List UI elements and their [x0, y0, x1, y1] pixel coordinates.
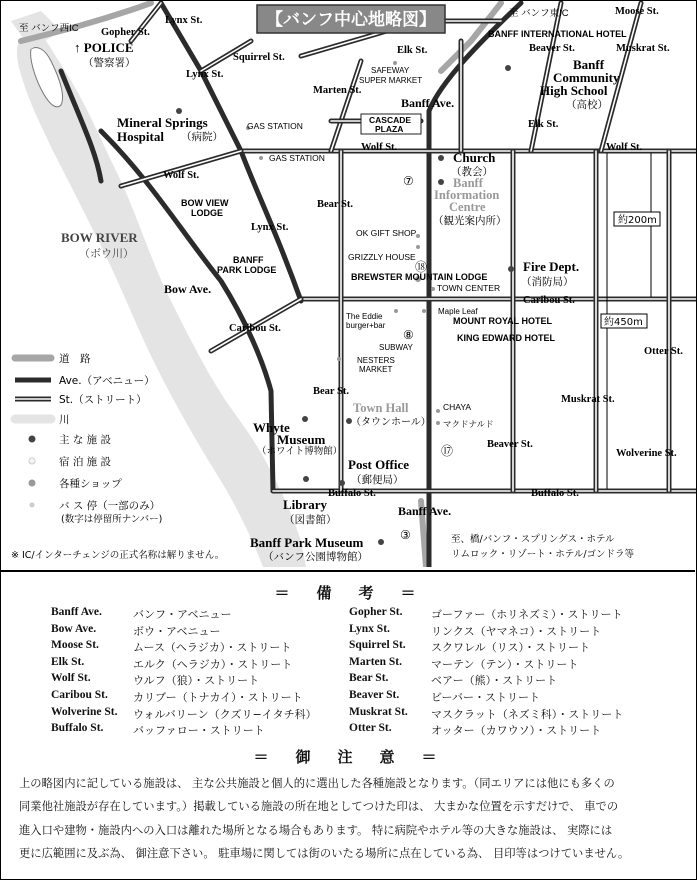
notes-title: ＝ 備 考 ＝ [274, 584, 422, 602]
glossary-meaning: カリブー（トナカイ）・ストリート [133, 690, 303, 704]
parkmuseum-label: Banff Park Museum [250, 535, 364, 550]
caution-line: 同業他社施設が存在しています。）掲載している施設の所在地としてつけた印は、 大まかな位置を示すだけで、 車での [19, 800, 619, 814]
school-2: Community [553, 70, 620, 85]
school-jp: （高校） [566, 99, 608, 111]
glossary-row [349, 606, 623, 623]
safeway-2: SUPER MARKET [359, 76, 423, 85]
whyte-jp: （ホワイト博物館） [257, 446, 343, 457]
label-caribou-left: Caribou St. [229, 323, 281, 334]
label-beaver-low: Beaver St. [487, 439, 533, 450]
parklodge-1: BANFF [233, 255, 264, 265]
label-elk-top: Elk St. [397, 45, 428, 56]
glossary-term: Squirrel St. [349, 639, 406, 652]
post-jp: （郵便局） [351, 474, 404, 486]
label-wolf-right: Wolf St. [606, 142, 643, 153]
bus-stop-7: ⑦ [403, 174, 414, 188]
legend-ave: Ave.（アベニュー） [59, 375, 155, 387]
school-3: High School [540, 83, 608, 98]
mcd: マクドナルド [443, 420, 494, 430]
mapleleaf: Maple Leaf [438, 307, 478, 316]
eddie-2: burger+bar [346, 321, 386, 330]
glossary-term: Gopher St. [349, 606, 403, 618]
glossary-left [51, 606, 317, 739]
legend-river: 川 [59, 414, 70, 426]
glossary-term: Marten St. [349, 655, 403, 668]
townhall-jp: （タウンホール） [351, 417, 431, 428]
glossary-row [51, 722, 317, 739]
gas-station-1: GAS STATION [247, 121, 303, 131]
legend-shops: 各種ショップ [59, 478, 122, 490]
info-2: Information [434, 188, 500, 202]
church-jp: （教会） [451, 166, 493, 178]
legend-st: St.（ストリート） [59, 394, 147, 406]
caution-title: ＝ 御 注 意 ＝ [253, 748, 443, 766]
glossary-term: Otter St. [349, 722, 392, 735]
glossary-row [349, 722, 623, 739]
label-lynx-mid: Lynx St. [186, 69, 224, 80]
nesters-1: NESTERS [357, 356, 395, 365]
chaya: CHAYA [443, 402, 472, 412]
school-1: Banff [573, 57, 605, 72]
police-jp: （警察署） [83, 57, 136, 69]
glossary-row [349, 656, 623, 673]
glossary-row [349, 706, 623, 723]
parkmuseum-jp: （バンフ公園博物館） [263, 551, 368, 563]
bus-stop-3: ③ [400, 528, 411, 542]
info-1: Banff [453, 176, 483, 190]
bus-stop-8: ⑧ [403, 328, 414, 342]
glossary-term: Wolverine St. [51, 705, 118, 718]
river-label-en: BOW RIVER [61, 230, 138, 245]
caution-line: 更に広範囲に及ぶ為、 御注意下さい。 駐車場に関しては街のいたる場所に点在している為、 目印等はつけていません。 [19, 847, 630, 861]
glossary-row [349, 639, 623, 656]
label-bear-low: Bear St. [313, 386, 349, 397]
legend-bus-note: (数字は停留所ナンバー) [61, 514, 163, 525]
glossary-meaning: ボウ・アベニュー [133, 624, 221, 638]
south-dir-2: リムロック・リゾート・ホテル/ゴンドラ等 [451, 549, 635, 560]
label-buffalo-center: Buffalo St. [328, 488, 376, 499]
cascade-1: CASCADE [369, 115, 412, 125]
bus-stop-17: ⑰ [441, 444, 454, 458]
glossary-row [349, 672, 623, 689]
glossary-row [51, 672, 317, 689]
parklodge-2: PARK LODGE [217, 265, 277, 275]
police-label: ↑ POLICE [74, 40, 134, 55]
whyte-2: Museum [277, 432, 326, 447]
glossary-meaning: バッファロー・ストリート [133, 724, 265, 738]
glossary-term: Beaver St. [349, 688, 400, 701]
bowview-2: LODGE [191, 208, 224, 218]
glossary-meaning: スクワレル（リス）・ストリート [431, 641, 591, 655]
glossary-meaning: オッター（カワウソ）・ストリート [431, 724, 602, 738]
dir-west-ic: 至 バンフ西IC [19, 23, 79, 34]
distance-450m: 約450m [604, 317, 643, 328]
glossary-term: Caribou St. [51, 688, 108, 701]
label-wolf-center: Wolf St. [361, 142, 398, 153]
glossary-meaning: ウルフ（狼）・ストリート [133, 674, 260, 688]
glossary-row [51, 656, 317, 673]
glossary-row [51, 639, 317, 656]
glossary-meaning: ベアー（熊）・ストリート [431, 674, 558, 688]
glossary-term: Banff Ave. [51, 606, 102, 618]
bowview-1: BOW VIEW [181, 198, 229, 208]
glossary-right [349, 606, 623, 739]
intl-hotel: BANFF INTERNATIONAL HOTEL [488, 29, 627, 39]
bus-stop-18: ⑱ [415, 260, 428, 274]
mountroyal: MOUNT ROYAL HOTEL [453, 316, 553, 326]
gas-station-2: GAS STATION [269, 153, 325, 163]
glossary-meaning: マーテン（テン）・ストリート [431, 657, 579, 671]
glossary-meaning: ビーバー・ストリート [431, 690, 541, 704]
legend-bus: バ ス 停（一部のみ） [59, 500, 161, 512]
glossary-term: Muskrat St. [349, 705, 408, 718]
label-marten: Marten St. [313, 85, 362, 96]
glossary-meaning: バンフ・アベニュー [133, 608, 232, 621]
caution-line: 進入口や建物・施設内への入口は離れた場所となる場合もあります。 特に病院やホテル等の大きな施設は、 実際には [19, 823, 613, 837]
grizzly: GRIZZLY HOUSE [348, 252, 416, 262]
distance-200m: 約200m [618, 215, 657, 226]
towncenter: TOWN CENTER [437, 283, 501, 293]
label-buffalo-right: Buffalo St. [531, 488, 579, 499]
subway: SUBWAY [379, 343, 413, 352]
label-muskrat-right: Muskrat St. [561, 394, 615, 405]
hospital-jp: （病院） [181, 131, 223, 143]
label-moose: Moose St. [615, 6, 659, 17]
label-beaver-top: Beaver St. [529, 43, 575, 54]
glossary-row [51, 706, 317, 723]
glossary-row [51, 606, 317, 623]
glossary-meaning: エルク（ヘラジカ）・ストリート [133, 657, 293, 671]
hospital-label-2: Hospital [117, 129, 164, 144]
label-elk-right: Elk St. [528, 119, 559, 130]
info-3: Centre [449, 200, 486, 214]
label-caribou-right: Caribou St. [523, 295, 575, 306]
label-wolverine: Wolverine St. [616, 448, 677, 459]
post-label: Post Office [348, 457, 410, 472]
label-banff-ave-bottom: Banff Ave. [398, 504, 452, 518]
okgift: OK GIFT SHOP [356, 228, 417, 238]
townhall-label: Town Hall [353, 401, 409, 415]
caution-text [19, 772, 684, 866]
glossary-term: Bear St. [349, 672, 389, 685]
glossary-meaning: リンクス（ヤマネコ）・ストリート [431, 624, 602, 638]
nesters-2: MARKET [359, 365, 393, 374]
label-bow-ave: Bow Ave. [164, 282, 212, 296]
legend-lodging: 宿 泊 施 設 [59, 456, 112, 468]
glossary-row [349, 623, 623, 640]
fire-jp: （消防局） [521, 276, 574, 288]
label-squirrel: Squirrel St. [233, 52, 285, 63]
glossary-term: Buffalo St. [51, 722, 104, 735]
legend-main: 主 な 施 設 [59, 434, 112, 446]
river-label-jp: （ボウ川） [79, 247, 134, 260]
glossary-term: Elk St. [51, 655, 85, 668]
label-bear-mid: Bear St. [317, 199, 353, 210]
whyte-1: Whyte [253, 420, 290, 435]
glossary-term: Bow Ave. [51, 622, 97, 635]
library-label: Library [283, 497, 328, 512]
safeway-1: SAFEWAY [371, 66, 410, 75]
label-muskrat-top: Muskrat St. [616, 43, 670, 54]
label-lynx-low: Lynx St. [251, 222, 289, 233]
glossary-term: Wolf St. [51, 672, 91, 685]
info-jp: （観光案内所） [433, 215, 507, 227]
glossary-row [349, 689, 623, 706]
town-map[interactable] [1, 1, 696, 567]
map-title: 【バンフ中心地略図】 [266, 10, 436, 30]
hospital-label-1: Mineral Springs [117, 115, 208, 130]
glossary-term: Lynx St. [349, 622, 390, 635]
kingedward: KING EDWARD HOTEL [457, 333, 555, 343]
glossary-meaning: ムース（ヘラジカ）・ストリート [133, 641, 292, 655]
library-jp: （図書館） [284, 514, 337, 526]
glossary-meaning: ゴーファー（ホリネズミ）・ストリート [431, 608, 623, 621]
glossary-row [51, 623, 317, 640]
fire-label: Fire Dept. [523, 259, 580, 274]
church-label: Church [453, 150, 496, 165]
glossary-row [51, 689, 317, 706]
label-otter: Otter St. [644, 346, 683, 357]
notes-section [1, 570, 695, 880]
cascade-2: PLAZA [375, 124, 404, 134]
label-wolf-left: Wolf St. [163, 170, 200, 181]
caution-line: 上の略図内に記している施設は、 主な公共施設と個人的に選出した各種施設となります。（同エリアには他にも多くの [19, 777, 615, 790]
legend-road: 道 路 [59, 353, 91, 365]
label-gopher: Gopher St. [101, 27, 150, 38]
label-lynx-top: Lynx St. [165, 15, 203, 26]
map-bottom-note: ※ IC/インターチェンジの正式名称は解りません。 [11, 550, 225, 561]
dir-east-ic: 至 バンフ東IC [509, 8, 569, 19]
glossary-meaning: マスクラット（ネズミ科）・ストリート [431, 707, 624, 721]
glossary-term: Moose St. [51, 639, 99, 652]
glossary-meaning: ウォルバリーン（クズリ−イタチ科） [133, 707, 317, 721]
label-banff-ave-top: Banff Ave. [401, 96, 455, 110]
eddie-1: The Eddie [346, 312, 383, 321]
brewster: BREWSTER MOUNTAIN LODGE [351, 272, 488, 282]
south-dir-1: 至、橋/バンフ・スプリングス・ホテル [451, 534, 615, 545]
